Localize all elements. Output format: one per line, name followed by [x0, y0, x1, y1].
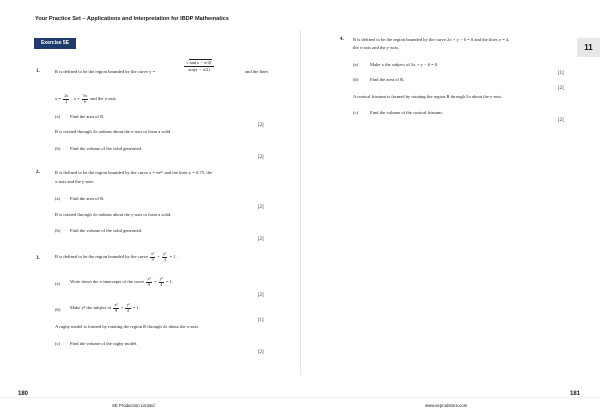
q1b-text: Find the volume of the solid generated. — [70, 146, 143, 151]
q3a-eq-end: = 1. — [165, 279, 174, 285]
q3b-x-num: x² — [114, 302, 118, 307]
q1a-marks: [2] — [258, 123, 264, 128]
page-gutter — [300, 30, 301, 375]
q4c-text: Find the volume of the conical frustum. — [370, 110, 443, 115]
publisher-name: SE Production Limited — [112, 403, 155, 408]
q3-stem-frac-x — [150, 252, 155, 262]
publisher-website: www.seprodstore.com — [425, 403, 468, 408]
q1-root-expression: tan(x − π/4) — [189, 60, 212, 65]
exercise-badge: Exercise 5E — [34, 38, 76, 49]
left-page-number: 180 — [18, 391, 29, 397]
q1-denominator: sin(x − π/2) — [188, 67, 210, 72]
q3a-plus: + — [153, 279, 157, 285]
q3a-text — [70, 277, 173, 287]
q1-line-x1-den: 3 — [65, 98, 68, 104]
q3-stem-text: R is defined to be the region bounded by the curve — [55, 254, 148, 260]
page-header-title: Your Practice Set – Applications and Interpretation for IBDP Mathematics — [35, 16, 229, 22]
q3b-text — [70, 303, 140, 313]
q1b-label: (b) — [55, 146, 61, 151]
q4a-marks: [1] — [558, 71, 564, 76]
q1-lines — [55, 94, 117, 104]
q3a-marks: [2] — [258, 293, 264, 298]
q3-stem-x-den: 9 — [151, 256, 154, 262]
q4-stem-line2: the x-axis and the y-axis. — [353, 45, 400, 50]
q3a-y-num: y² — [159, 276, 163, 281]
q4-number: 4. — [340, 37, 344, 42]
q1-lines-prefix: x = — [55, 96, 62, 102]
q4b-label: (b) — [353, 77, 359, 82]
q1-lines-end: and the y-axis. — [90, 96, 117, 102]
q3c-label: (c) — [55, 341, 61, 346]
q3-rugby-text: A rugby model is formed by rotating the region R through 2π about the x-axis. — [55, 324, 200, 329]
q2-stem-line2: x-axis and the y-axis. — [55, 179, 95, 184]
q1-line-x1 — [63, 94, 69, 104]
q4c-marks: [2] — [558, 118, 564, 123]
chapter-tab: 11 — [577, 38, 600, 57]
q4-stem-line1: R is defined to be the region bounded by the curve 2x + y − 6 = 0 and the lines y = 4, — [353, 37, 510, 42]
q1-line-x1-num: 2π — [64, 93, 69, 98]
q3b-y-den: 4 — [127, 307, 130, 313]
q3b-frac-x — [113, 303, 118, 313]
q3-number: 3. — [36, 256, 40, 261]
q3b-plus: + — [120, 305, 124, 311]
q4a-text: Make x the subject of 2x + y − 6 = 0. — [370, 62, 439, 67]
q3c-text: Find the volume of the rugby model. — [70, 341, 138, 346]
q1-stem: R is defined to be the region bounded by the curve y = — [55, 69, 156, 74]
q3-stem-y-den: 4 — [163, 256, 166, 262]
q3b-marks: [1] — [258, 318, 264, 323]
q3b-x-den: 9 — [114, 307, 117, 313]
q2b-label: (b) — [55, 228, 61, 233]
q3-stem — [55, 252, 178, 262]
q1-number: 1. — [36, 69, 40, 74]
q3b-y-num: y² — [126, 302, 130, 307]
q1-line-x2-num: 5π — [82, 93, 87, 98]
q4a-label: (a) — [353, 62, 359, 67]
q4b-text: Find the area of R. — [370, 77, 405, 82]
q1b-marks: [2] — [258, 155, 264, 160]
q3b-frac-y — [125, 303, 130, 313]
q1-line-x2 — [82, 94, 88, 104]
footer-rule — [0, 397, 600, 398]
right-page-number: 181 — [570, 391, 581, 397]
q2a-marks: [2] — [258, 205, 264, 210]
q3a-text-main: Write down the x-intercepts of the curve — [70, 279, 145, 285]
q3a-x-den: 9 — [148, 281, 151, 287]
q3a-x-num: x² — [147, 276, 151, 281]
q1a-label: (a) — [55, 114, 61, 119]
q2-stem-line1: R is defined to be the region bounded by the curve x = πe²ʸ and the lines y = 0.75, the — [55, 170, 212, 175]
q3-stem-y-num: y² — [163, 251, 167, 256]
q3b-eq-end: = 1. — [132, 305, 140, 311]
q3-stem-x-num: x² — [151, 251, 155, 256]
q3-stem-frac-y — [162, 252, 167, 262]
q1-fraction: √tan(x − π/4) sin(x − π/2) — [184, 60, 214, 73]
q3a-label: (a) — [55, 281, 61, 286]
q4-frustum-text: A conical frustum is formed by rotating the region R through 2π about the y-axis. — [353, 94, 503, 99]
q3a-frac-x — [146, 277, 151, 287]
q1a-text: Find the area of R. — [70, 114, 105, 119]
q1-stem-end: and the lines — [245, 69, 269, 74]
q3c-marks: [2] — [258, 350, 264, 355]
q4c-label: (c) — [353, 110, 359, 115]
q2a-text: Find the area of R. — [70, 196, 105, 201]
q2b-text: Find the volume of the solid generated. — [70, 228, 143, 233]
q2b-marks: [2] — [258, 237, 264, 242]
q1-rotation-text: R is rotated through 2π radians about the x-axis to form a solid. — [55, 129, 172, 134]
q3b-label: (b) — [55, 307, 61, 312]
q3a-y-den: 4 — [160, 281, 163, 287]
q3b-text-main: Make y² the subject of — [70, 305, 112, 311]
q2-rotation-text: R is rotated through 2π radians about the y-axis to form a solid. — [55, 212, 172, 217]
q1-line-x2-den: 6 — [83, 98, 86, 104]
q4b-marks: [2] — [558, 86, 564, 91]
q1-lines-mid: , x = — [71, 96, 80, 102]
q2-number: 2. — [36, 170, 40, 175]
q3-stem-eq-end: = 1 . — [169, 254, 178, 260]
q2a-label: (a) — [55, 196, 61, 201]
q3a-frac-y — [159, 277, 164, 287]
q3-stem-plus: + — [157, 254, 160, 260]
